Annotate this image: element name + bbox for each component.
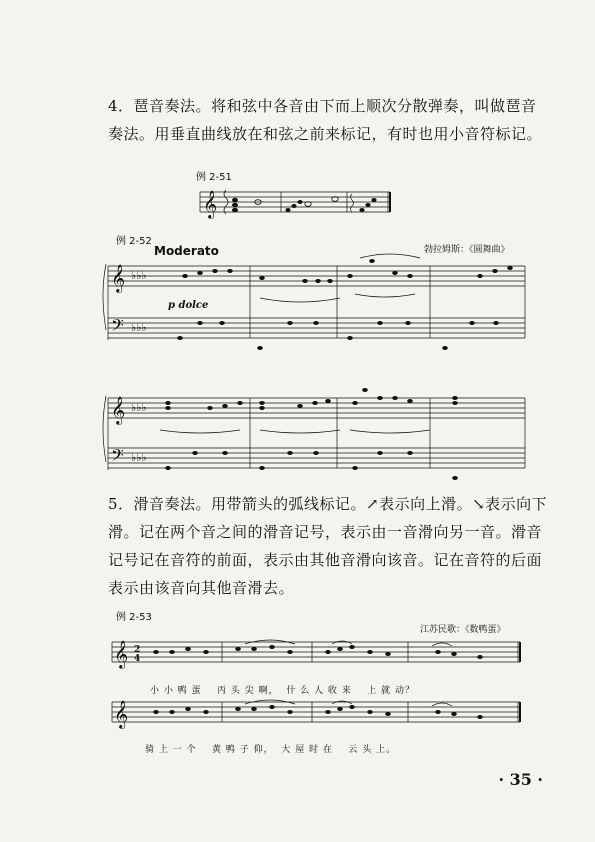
example-2-53-source: 江苏民歌：《数鸭蛋》 <box>420 625 506 635</box>
svg-text:𝄞: 𝄞 <box>114 700 129 728</box>
lyrics-line-2: 骑 上 一 个 黄 鸭 子 仰， 大 屋 时 在 云 头 上。 <box>145 745 397 755</box>
example-2-52-system-2-notes <box>111 388 458 480</box>
svg-text:𝄢: 𝄢 <box>111 445 124 469</box>
lyrics-line-1: 小 小 鸭 蛋 丙 头 尖 啊， 什 么 人 收 来 上 就 动？ <box>150 686 415 696</box>
example-2-53-staff-1-notes <box>114 640 483 669</box>
example-2-52-label: 例 2-52 <box>116 236 152 247</box>
example-2-51-notes <box>203 190 377 219</box>
section-4-paragraph: 4．琶音奏法。将和弦中各音由下而上顺次分散弹奏，叫做琶音奏法。用垂直曲线放在和弦之前来标记，有时也用小音符标记。 <box>108 97 543 143</box>
svg-text:𝄞: 𝄞 <box>111 264 126 292</box>
svg-text:𝄞: 𝄞 <box>111 396 126 424</box>
example-2-51-label: 例 2-51 <box>196 172 232 183</box>
svg-text:𝄞: 𝄞 <box>203 190 218 218</box>
example-2-52-system-1 <box>103 254 525 340</box>
example-2-53-staff-2-notes <box>114 700 483 729</box>
svg-text:♭♭♭: ♭♭♭ <box>131 401 147 414</box>
section-5-paragraph: 5．滑音奏法。用带箭头的弧线标记。↗表示向上滑。↘表示向下滑。记在两个音之间的滑音记号，表示由一音滑向另一音。滑音记号记在音符的前面，表示由其他音滑向该音。记在音符的后面表示由该音向其他音滑去。 <box>108 495 548 597</box>
svg-text:♭♭♭: ♭♭♭ <box>131 269 147 282</box>
svg-text:♭♭♭: ♭♭♭ <box>131 451 147 464</box>
example-2-53-label: 例 2-53 <box>116 612 152 623</box>
svg-text:4: 4 <box>134 654 141 664</box>
page-number: · 35 · <box>498 770 543 789</box>
svg-text:2: 2 <box>134 645 141 655</box>
svg-text:𝄞: 𝄞 <box>114 640 129 668</box>
svg-text:𝄢: 𝄢 <box>111 315 124 339</box>
example-2-52-system-1-notes <box>111 259 513 350</box>
svg-text:♭♭♭: ♭♭♭ <box>131 321 147 334</box>
tempo-marking: Moderato <box>154 244 219 258</box>
example-2-52-source: 勃拉姆斯：《圆舞曲》 <box>424 245 510 255</box>
dynamic-marking: p dolce <box>168 300 209 311</box>
